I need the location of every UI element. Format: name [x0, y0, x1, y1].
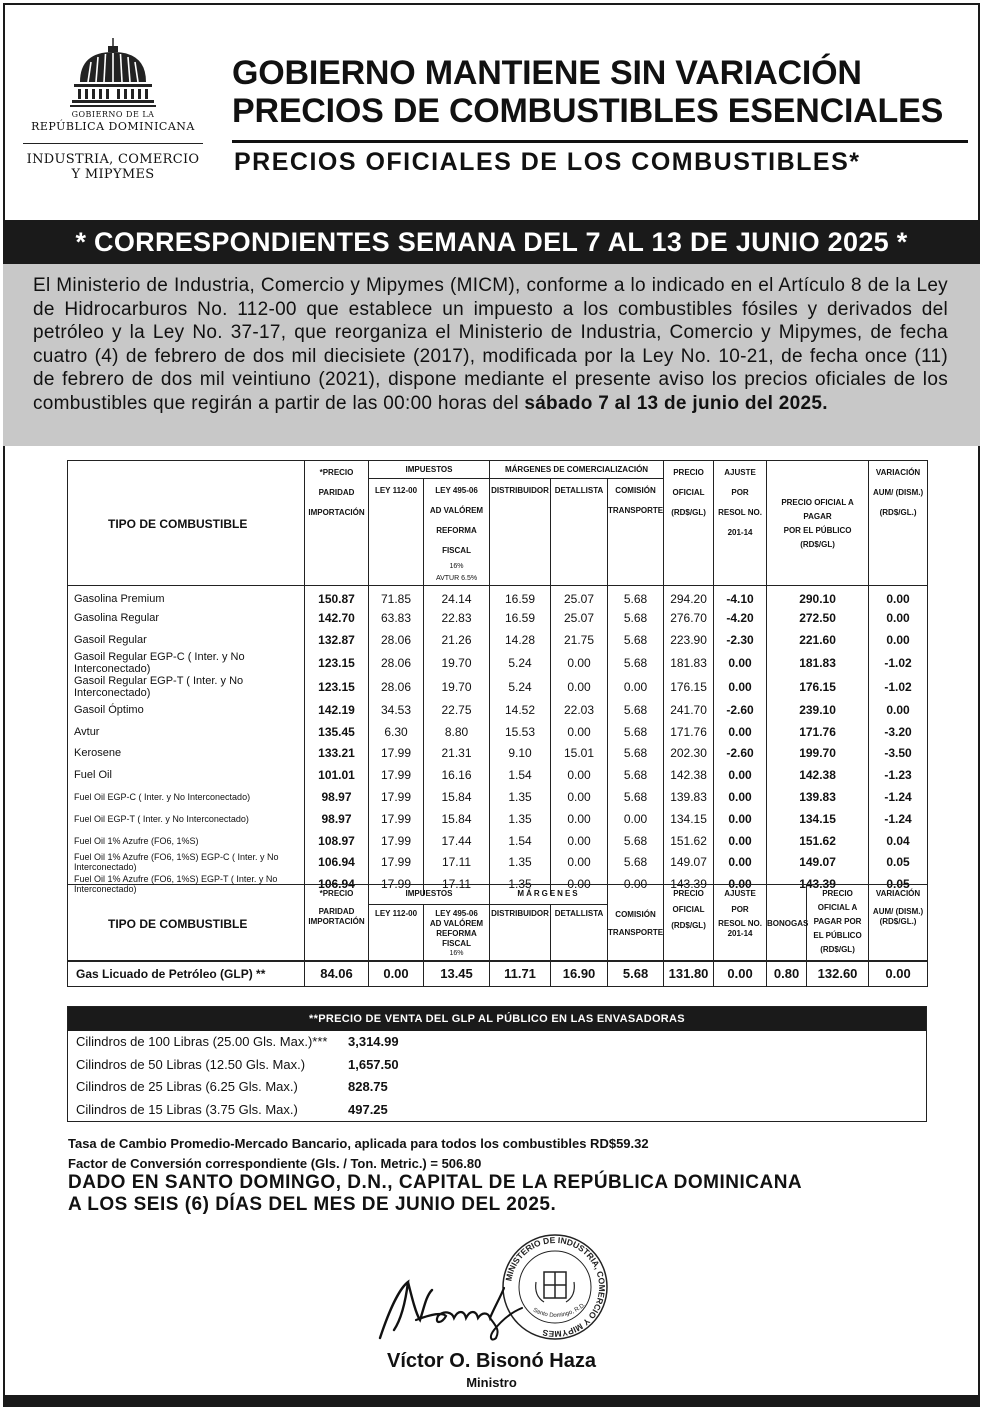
fuel-ajuste: 0.00 — [714, 873, 767, 895]
fuel-ley495: 17.11 — [424, 851, 490, 873]
fuel-dist: 14.52 — [490, 699, 551, 721]
glp-paridad: 84.06 — [305, 961, 369, 987]
glp-publico: 132.60 — [807, 961, 869, 987]
fuel-ley495: 22.75 — [424, 699, 490, 721]
fuel-ley112: 63.83 — [369, 607, 424, 629]
fuel-var: 0.05 — [869, 873, 928, 895]
table-row — [68, 786, 928, 808]
fuel-ajuste: 0.00 — [714, 786, 767, 808]
fuel-ajuste: 0.00 — [714, 764, 767, 786]
glp-col-impuestos: IMPUESTOS — [369, 885, 490, 905]
fuel-dist: 14.28 — [490, 629, 551, 651]
fuel-var: 0.00 — [869, 629, 928, 651]
col-ajuste: AJUSTE POR RESOL NO. 201-14 — [714, 461, 767, 586]
legal-notice — [3, 264, 980, 446]
fuel-oficial: 143.39 — [664, 873, 714, 895]
gov-name-text: REPÚBLICA DOMINICANA — [31, 120, 195, 133]
logo-divider — [23, 143, 203, 144]
fuel-com: 5.68 — [608, 786, 664, 808]
col-margenes: MÁRGENES DE COMERCIALIZACIÓN — [490, 461, 664, 479]
fuel-ajuste: 0.00 — [714, 721, 767, 743]
fuel-det: 0.00 — [551, 786, 608, 808]
fuel-dist: 1.35 — [490, 786, 551, 808]
fuel-var: 0.04 — [869, 830, 928, 852]
table-row — [68, 651, 928, 675]
table-row — [68, 629, 928, 651]
glp-col-precio-publico: PRECIO OFICIAL A PAGAR POR EL PÚBLICO (RD$/GL) — [807, 885, 869, 961]
table-row — [68, 742, 928, 764]
fuel-dist: 15.53 — [490, 721, 551, 743]
fuel-ajuste: -4.20 — [714, 607, 767, 629]
glp-oficial: 131.80 — [664, 961, 714, 987]
signature-icon — [372, 1268, 542, 1348]
fuel-paridad: 108.97 — [305, 830, 369, 852]
cylinder-price: 1,657.50 — [348, 1056, 399, 1072]
fuel-ajuste: 0.00 — [714, 675, 767, 699]
fuel-paridad: 142.19 — [305, 699, 369, 721]
fuel-dist: 1.35 — [490, 808, 551, 830]
fuel-publico: 221.60 — [767, 629, 869, 651]
fuel-det: 25.07 — [551, 607, 608, 629]
fuel-paridad: 106.94 — [305, 873, 369, 895]
fuel-dist: 5.24 — [490, 675, 551, 699]
glp-col-tipo: TIPO DE COMBUSTIBLE — [68, 885, 305, 961]
table-row — [68, 675, 928, 699]
col-comision: COMISIÓN TRANSPORTE — [608, 479, 664, 586]
fuel-det: 0.00 — [551, 873, 608, 895]
fuel-det: 22.03 — [551, 699, 608, 721]
fuel-name: Fuel Oil 1% Azufre (FO6, 1%S) — [68, 830, 305, 852]
fuel-com: 5.68 — [608, 721, 664, 743]
fuel-publico: 176.15 — [767, 675, 869, 699]
fuel-ley112: 6.30 — [369, 721, 424, 743]
fuel-name: Avtur — [68, 721, 305, 743]
glp-name: Gas Licuado de Petróleo (GLP) ** — [68, 961, 305, 987]
fuel-com: 5.68 — [608, 586, 664, 608]
fuel-ley495: 19.70 — [424, 675, 490, 699]
fuel-paridad: 98.97 — [305, 808, 369, 830]
fuel-oficial: 241.70 — [664, 699, 714, 721]
fuel-oficial: 176.15 — [664, 675, 714, 699]
fuel-det: 0.00 — [551, 675, 608, 699]
fuel-ley112: 17.99 — [369, 786, 424, 808]
glp-col-comision: COMISIÓN TRANSPORTE — [608, 885, 664, 961]
fuel-oficial: 142.38 — [664, 764, 714, 786]
fuel-ajuste: -2.30 — [714, 629, 767, 651]
fuel-var: -1.24 — [869, 808, 928, 830]
fuel-ley112: 17.99 — [369, 830, 424, 852]
fuel-dist: 1.35 — [490, 851, 551, 873]
fuel-dist: 1.54 — [490, 764, 551, 786]
fuel-name: Kerosene — [68, 742, 305, 764]
table-row — [68, 764, 928, 786]
list-item — [68, 1054, 926, 1077]
fuel-var: 0.00 — [869, 607, 928, 629]
fuel-ley495: 22.83 — [424, 607, 490, 629]
fuel-det: 0.00 — [551, 651, 608, 675]
ministry-line-2: Y MIPYMES — [71, 167, 155, 182]
fuel-com: 5.68 — [608, 851, 664, 873]
cylinder-price: 3,314.99 — [348, 1034, 399, 1049]
fuel-publico: 272.50 — [767, 607, 869, 629]
fuel-com: 5.68 — [608, 651, 664, 675]
cylinder-price: 828.75 — [348, 1079, 388, 1094]
glp-ley495: 13.45 — [424, 961, 490, 987]
fuel-publico: 199.70 — [767, 742, 869, 764]
fuel-dist: 9.10 — [490, 742, 551, 764]
fuel-com: 5.68 — [608, 742, 664, 764]
col-tipo: TIPO DE COMBUSTIBLE — [68, 461, 305, 586]
gov-small-text: GOBIERNO DE LA — [71, 110, 155, 119]
fuel-oficial: 202.30 — [664, 742, 714, 764]
fuel-ley495: 15.84 — [424, 786, 490, 808]
glp-col-margenes: MÁRGENES — [490, 885, 608, 905]
table-row — [68, 830, 928, 852]
glp-dist: 11.71 — [490, 961, 551, 987]
fuel-det: 0.00 — [551, 808, 608, 830]
fuel-var: 0.00 — [869, 586, 928, 608]
fuel-paridad: 132.87 — [305, 629, 369, 651]
fuel-com: 0.00 — [608, 808, 664, 830]
cylinder-label: Cilindros de 15 Libras (3.75 Gls. Max.) — [76, 1101, 298, 1117]
given-statement — [68, 1172, 948, 1216]
cylinder-rows — [68, 1031, 926, 1121]
cylinder-price: 497.25 — [348, 1101, 388, 1117]
glp-det: 16.90 — [551, 961, 608, 987]
fuel-var: -1.02 — [869, 651, 928, 675]
glp-row — [68, 961, 928, 987]
fuel-oficial: 223.90 — [664, 629, 714, 651]
list-item — [68, 1031, 926, 1054]
fuel-publico: 290.10 — [767, 586, 869, 608]
fuel-var: -1.24 — [869, 786, 928, 808]
fuel-var: -3.50 — [869, 742, 928, 764]
fuel-var: -1.23 — [869, 764, 928, 786]
fuel-name: Fuel Oil 1% Azufre (FO6, 1%S) EGP-T ( Inter. y No Interconectado) — [68, 873, 305, 895]
fuel-publico: 142.38 — [767, 764, 869, 786]
fuel-com: 0.00 — [608, 873, 664, 895]
glp-var: 0.00 — [869, 961, 928, 987]
col-distribuidor: DISTRIBUIDOR — [490, 479, 551, 586]
fuel-var: -3.20 — [869, 721, 928, 743]
fuel-publico: 239.10 — [767, 699, 869, 721]
col-precio-oficial: PRECIO OFICIAL (RD$/GL) — [664, 461, 714, 586]
fuel-det: 0.00 — [551, 851, 608, 873]
fuel-name: Gasolina Premium — [68, 586, 305, 608]
fuel-ley495: 17.44 — [424, 830, 490, 852]
fuel-paridad: 98.97 — [305, 786, 369, 808]
fuel-ajuste: 0.00 — [714, 830, 767, 852]
glp-col-variacion: VARIACIÓN AUM/ (DISM.) (RD$/GL.) — [869, 885, 928, 961]
table-row — [68, 607, 928, 629]
fuel-com: 5.68 — [608, 699, 664, 721]
government-logo — [18, 36, 208, 182]
notice-text: El Ministerio de Industria, Comercio y Mipymes (MICM), conforme a lo indicado en el Artículo 8 de la Ley de Hidrocarburos No. 112-00 que establece un impuesto a los combustibles fósiles y derivados del petróleo y la Ley No. 37-17, que reorganiza el Ministerio de Industria, Comercio y Mipymes, de fecha cuatro (4) de febrero de dos mil diecisiete (2017), modificada por la Ley No. 10-21, de fecha once (11) de febrero de dos mil veintiuno (2021), dispone mediante el presente aviso los precios oficiales de los combustibles que regirán a partir de las 00:00 horas del — [33, 275, 948, 414]
fuel-oficial: 276.70 — [664, 607, 714, 629]
fuel-name: Gasoil Regular EGP-T ( Inter. y No Interconectado) — [68, 675, 305, 699]
given-line-1: DADO EN SANTO DOMINGO, D.N., CAPITAL DE LA REPÚBLICA DOMINICANA — [68, 1172, 803, 1193]
table-row — [68, 851, 928, 873]
fuel-paridad: 142.70 — [305, 607, 369, 629]
fuel-ajuste: 0.00 — [714, 851, 767, 873]
fuel-det: 21.75 — [551, 629, 608, 651]
fuel-dist: 5.24 — [490, 651, 551, 675]
fuel-oficial: 139.83 — [664, 786, 714, 808]
svg-text:MINISTERIO DE INDUSTRIA, COMER: MINISTERIO DE INDUSTRIA, COMERCIO Y MIPYMES — [503, 1234, 608, 1340]
glp-col-detallista: DETALLISTA — [551, 905, 608, 961]
table-row — [68, 721, 928, 743]
fuel-oficial: 294.20 — [664, 586, 714, 608]
fuel-name: Gasolina Regular — [68, 607, 305, 629]
ministry-line-1: INDUSTRIA, COMERCIO — [26, 152, 200, 167]
headline-divider — [232, 140, 968, 143]
table-row — [68, 586, 928, 608]
fuel-publico: 149.07 — [767, 851, 869, 873]
headline-line-1: GOBIERNO MANTIENE SIN VARIACIÓN — [232, 54, 862, 92]
fuel-com: 5.68 — [608, 629, 664, 651]
fuel-dist: 16.59 — [490, 586, 551, 608]
fuel-ley495: 17.11 — [424, 873, 490, 895]
col-ley495: LEY 495-06 AD VALÓREM REFORMA FISCAL 16% AVTUR 6.5% — [424, 479, 490, 586]
fuel-ajuste: -4.10 — [714, 586, 767, 608]
bottom-bar — [3, 1395, 980, 1407]
fuel-rows — [68, 586, 928, 896]
fuel-ley112: 17.99 — [369, 873, 424, 895]
headline — [232, 54, 968, 130]
fuel-ajuste: -2.60 — [714, 699, 767, 721]
cylinder-prices — [67, 1006, 927, 1122]
fuel-ley112: 17.99 — [369, 742, 424, 764]
fuel-com: 5.68 — [608, 607, 664, 629]
fuel-name: Gasoil Óptimo — [68, 699, 305, 721]
glp-col-precio-oficial: PRECIO OFICIAL (RD$/GL) — [664, 885, 714, 961]
fuel-oficial: 134.15 — [664, 808, 714, 830]
fuel-name: Gasoil Regular — [68, 629, 305, 651]
fuel-com: 5.68 — [608, 830, 664, 852]
fuel-publico: 143.39 — [767, 873, 869, 895]
fuel-name: Fuel Oil 1% Azufre (FO6, 1%S) EGP-C ( Inter. y No Interconectado) — [68, 851, 305, 873]
fuel-ley112: 28.06 — [369, 675, 424, 699]
fuel-paridad: 135.45 — [305, 721, 369, 743]
fuel-oficial: 171.76 — [664, 721, 714, 743]
glp-ajuste: 0.00 — [714, 961, 767, 987]
col-detallista: DETALLISTA — [551, 479, 608, 586]
headline-line-2: PRECIOS DE COMBUSTIBLES ESENCIALES — [232, 92, 944, 130]
table-row — [68, 808, 928, 830]
fuel-paridad: 123.15 — [305, 651, 369, 675]
fuel-dist: 1.35 — [490, 873, 551, 895]
fuel-paridad: 123.15 — [305, 675, 369, 699]
fuel-det: 0.00 — [551, 721, 608, 743]
cylinder-label: Cilindros de 50 Libras (12.50 Gls. Max.) — [76, 1056, 306, 1072]
cylinder-title: **PRECIO DE VENTA DEL GLP AL PÚBLICO EN LAS ENVASADORAS — [68, 1007, 926, 1031]
glp-table — [67, 884, 928, 987]
list-item — [68, 1099, 926, 1122]
footer-notes — [68, 1134, 948, 1174]
col-ley112: LEY 112-00 — [369, 479, 424, 586]
fuel-var: 0.00 — [869, 699, 928, 721]
svg-text:Santo Domingo, R.D.: Santo Domingo, R.D. — [531, 1302, 587, 1320]
glp-bonogas: 0.80 — [767, 961, 807, 987]
signer-name: Víctor O. Bisonó Haza — [387, 1350, 596, 1372]
fuel-dist: 16.59 — [490, 607, 551, 629]
fuel-ley495: 21.26 — [424, 629, 490, 651]
fuel-var: -1.02 — [869, 675, 928, 699]
cylinder-label: Cilindros de 100 Libras (25.00 Gls. Max.)*** — [76, 1034, 328, 1049]
fuel-publico: 151.62 — [767, 830, 869, 852]
fuel-paridad: 133.21 — [305, 742, 369, 764]
glp-ley112: 0.00 — [369, 961, 424, 987]
fuel-name: Fuel Oil EGP-C ( Inter. y No Interconectado) — [68, 786, 305, 808]
glp-col-bonogas: BONOGAS — [767, 885, 807, 961]
fuel-ajuste: 0.00 — [714, 651, 767, 675]
fuel-ley112: 17.99 — [369, 764, 424, 786]
glp-col-ajuste: AJUSTE POR RESOL NO. 201-14 — [714, 885, 767, 961]
signer-role: Ministro — [466, 1375, 517, 1390]
fuel-oficial: 181.83 — [664, 651, 714, 675]
fuel-ley112: 17.99 — [369, 808, 424, 830]
fuel-det: 15.01 — [551, 742, 608, 764]
col-paridad: *PRECIO PARIDAD IMPORTACIÓN — [305, 461, 369, 586]
notice-date: sábado 7 al 13 de junio del 2025. — [524, 392, 828, 414]
fuel-det: 25.07 — [551, 586, 608, 608]
fuel-ajuste: 0.00 — [714, 808, 767, 830]
subheadline: PRECIOS OFICIALES DE LOS COMBUSTIBLES* — [234, 148, 861, 176]
glp-com: 5.68 — [608, 961, 664, 987]
fuel-publico: 171.76 — [767, 721, 869, 743]
cylinder-label: Cilindros de 25 Libras (6.25 Gls. Max.) — [76, 1079, 298, 1094]
fuel-name: Fuel Oil EGP-T ( Inter. y No Interconectado) — [68, 808, 305, 830]
fuel-oficial: 149.07 — [664, 851, 714, 873]
fuel-ley112: 28.06 — [369, 651, 424, 675]
col-impuestos: IMPUESTOS — [369, 461, 490, 479]
exchange-rate: Tasa de Cambio Promedio-Mercado Bancario, aplicada para todos los combustibles RD$59.32 — [68, 1136, 649, 1151]
fuel-ajuste: -2.60 — [714, 742, 767, 764]
fuel-com: 5.68 — [608, 764, 664, 786]
fuel-oficial: 151.62 — [664, 830, 714, 852]
fuel-name: Fuel Oil — [68, 764, 305, 786]
table-row — [68, 699, 928, 721]
fuel-publico: 139.83 — [767, 786, 869, 808]
conversion-factor: Factor de Conversión correspondiente (Gls. / Ton. Metric.) = 506.80 — [68, 1156, 482, 1171]
fuel-price-table — [67, 460, 928, 895]
fuel-com: 0.00 — [608, 675, 664, 699]
fuel-ley495: 19.70 — [424, 651, 490, 675]
fuel-ley495: 21.31 — [424, 742, 490, 764]
fuel-det: 0.00 — [551, 764, 608, 786]
dome-emblem-icon — [70, 36, 156, 108]
fuel-ley495: 16.16 — [424, 764, 490, 786]
fuel-ley112: 34.53 — [369, 699, 424, 721]
fuel-paridad: 150.87 — [305, 586, 369, 608]
glp-col-distribuidor: DISTRIBUIDOR — [490, 905, 551, 961]
glp-col-paridad: *PRECIO PARIDAD IMPORTACIÓN — [305, 885, 369, 961]
week-banner: * CORRESPONDIENTES SEMANA DEL 7 AL 13 DE JUNIO 2025 * — [3, 220, 980, 264]
fuel-ley495: 15.84 — [424, 808, 490, 830]
fuel-var: 0.05 — [869, 851, 928, 873]
given-line-2: A LOS SEIS (6) DÍAS DEL MES DE JUNIO DEL 2025. — [68, 1194, 557, 1215]
fuel-dist: 1.54 — [490, 830, 551, 852]
fuel-ley112: 71.85 — [369, 586, 424, 608]
fuel-ley112: 28.06 — [369, 629, 424, 651]
list-item — [68, 1076, 926, 1099]
fuel-ley495: 24.14 — [424, 586, 490, 608]
fuel-name: Gasoil Regular EGP-C ( Inter. y No Interconectado) — [68, 651, 305, 675]
fuel-ley495: 8.80 — [424, 721, 490, 743]
fuel-paridad: 101.01 — [305, 764, 369, 786]
glp-col-ley495: LEY 495-06 AD VALÓREM REFORMA FISCAL 16% — [424, 905, 490, 961]
fuel-ley112: 17.99 — [369, 851, 424, 873]
fuel-paridad: 106.94 — [305, 851, 369, 873]
fuel-publico: 134.15 — [767, 808, 869, 830]
fuel-det: 0.00 — [551, 830, 608, 852]
col-precio-publico: PRECIO OFICIAL A PAGAR POR EL PÚBLICO (RD$/GL) — [767, 461, 869, 586]
col-variacion: VARIACIÓN AUM/ (DISM.) (RD$/GL.) — [869, 461, 928, 586]
glp-col-ley112: LEY 112-00 — [369, 905, 424, 961]
fuel-publico: 181.83 — [767, 651, 869, 675]
